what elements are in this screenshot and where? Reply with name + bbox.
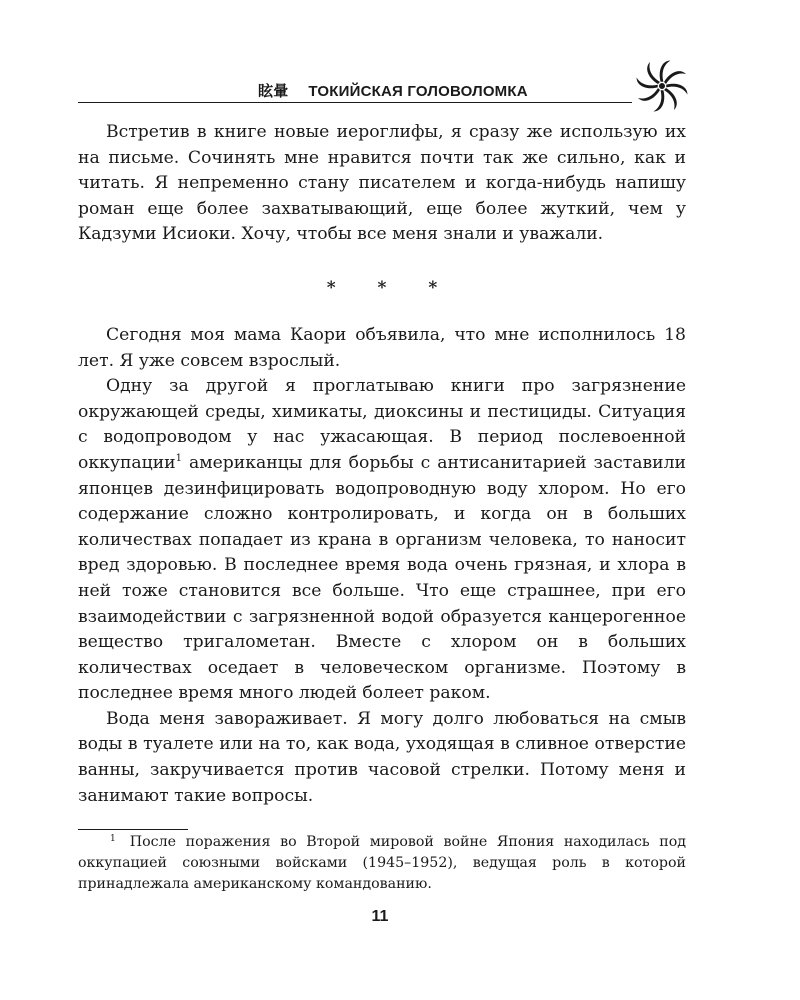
header-rule <box>78 102 632 103</box>
footnote-rule <box>78 829 188 830</box>
paragraph-text: Одну за другой я проглатываю книги про загрязнение окружающей среды, химикаты, диоксины и пестициды. Ситуация с водопроводом у нас ужасающая. В период послевоенной оккупации <box>78 376 686 473</box>
paragraph-with-footnote-ref <box>78 374 686 707</box>
paragraph: Сегодня моя мама Каори объявила, что мне исполнилось 18 лет. Я уже совсем взрослый. <box>78 324 686 371</box>
paragraph-text: американцы для борьбы с антисанитарией заставили японцев дезинфицировать водопроводную воду хлором. Но его содержание сложно контролировать, и когда он в больших количествах попадает из крана в организм человека, то наносит вред здоровью. В последнее время вода очень грязная, и хлора в ней тоже становится все больше. Что еще страшнее, при его взаимодействии с загрязненной водой образуется канцерогенное вещество тригалометан. Вместе с хлором он в больших количествах оседает в человеческом организме. Поэтому в последнее время много людей болеет раком. <box>78 452 686 704</box>
running-header <box>78 60 690 104</box>
page-number: 11 <box>371 908 389 925</box>
footnote-text: После поражения во Второй мировой войне Япония находилась под оккупацией союзными войсками (1945–1952), ведущая роль в которой принадлежала американскому командованию. <box>78 834 686 892</box>
header-kanji: 眩暈 <box>258 82 289 100</box>
footnote-number: 1 <box>110 834 116 844</box>
running-title <box>258 80 528 101</box>
section-break: * * * <box>326 277 456 298</box>
spiral-logo-icon <box>636 60 688 112</box>
footnote <box>78 832 686 895</box>
footnote-reference[interactable]: 1 <box>175 452 182 464</box>
paragraph: Вода меня завораживает. Я могу долго любоваться на смыв воды в туалете или на то, как вода, уходящая в сливное отверстие ванны, закручивается против часовой стрелки. Потому меня и занимают такие вопросы. <box>78 708 686 806</box>
book-title: ТОКИЙСКАЯ ГОЛОВОЛОМКА <box>308 83 528 100</box>
paragraph: Встретив в книге новые иероглифы, я сразу же использую их на письме. Сочинять мне нравится почти так же сильно, как и читать. Я непременно стану писателем и когда-нибудь напишу роман еще более захватывающий, еще более жуткий, чем у Кадзуми Исиоки. Хочу, чтобы все меня знали и уважали. <box>78 122 686 245</box>
main-text <box>78 120 686 809</box>
